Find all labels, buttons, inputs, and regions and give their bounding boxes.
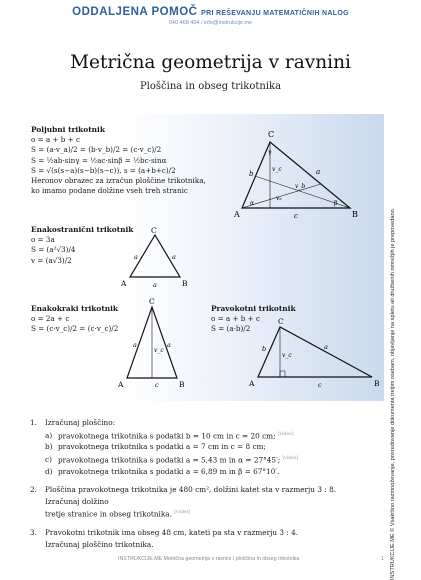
exercise-number: 1.	[30, 418, 37, 427]
subtask-letter: a)	[45, 430, 53, 440]
side-label: a	[167, 341, 171, 349]
vertex-b-label: B	[182, 279, 188, 288]
height-vc-label: v_c	[272, 166, 282, 173]
angle-alpha-label: α	[250, 200, 255, 207]
general-heading: Poljubni trikotnik	[31, 125, 105, 134]
subtask	[30, 453, 370, 466]
right-triangle-figure	[248, 315, 384, 395]
brand-subtitle: PRI REŠEVANJU MATEMATIČNIH NALOG	[201, 10, 349, 17]
exercise-text: Ploščina pravokotnega trikotnika je 480 cm², dolžini katet sta v razmerju 3 : 8. Izračunaj dolžino	[45, 485, 337, 506]
page-subtitle: Ploščina in obseg trikotnika	[139, 81, 282, 92]
contact-info: 040 468 404 / info@instrukcije.me	[168, 20, 253, 26]
formula-line: o = a + b + c	[211, 314, 261, 324]
side-b-label: b	[249, 170, 254, 178]
page-number: 1	[381, 556, 384, 562]
formula-line: S = (a²√3)/4	[31, 245, 76, 255]
equilateral-figure	[118, 225, 198, 290]
side-c-label: c	[318, 381, 322, 389]
exercise-text-cont	[30, 507, 370, 520]
side-label: a	[172, 253, 176, 261]
subtask-letter: c)	[45, 455, 52, 465]
subtask-text: pravokotnega trikotnika s podatki b = 10 cm in c = 20 cm;	[58, 430, 276, 440]
exercise-number: 3.	[30, 528, 37, 538]
angle-gamma-label: γ	[268, 149, 272, 156]
formula-line: o = 2a + c	[31, 314, 70, 324]
vertex-c-label: C	[268, 130, 275, 139]
height-vb-label: v_b	[295, 183, 306, 190]
vertex-c-label: C	[149, 297, 155, 306]
video-link[interactable]: [video]	[282, 455, 299, 461]
formula-line: S = (c·v_c)/2 = (c·v_c)/2	[31, 324, 119, 334]
vertex-a-label: A	[249, 379, 255, 388]
formula-line: ko imamo podane dolžine vseh treh stranic	[31, 186, 188, 196]
height-label: v_c	[154, 347, 164, 354]
general-triangle-box	[31, 125, 231, 196]
brand-name: ODDALJENA POMOČ	[72, 6, 198, 18]
formula-line: S = √(s(s−a)(s−b)(s−c)), s = (a+b+c)/2	[31, 165, 176, 175]
subtask	[30, 441, 370, 453]
copyright-side-note: INSTRUKCIJE.ME © Vsakršno razmnoževanje, posredovanje dokumenta tretjim osebam, objavljanje na spletu ali družbenih omrežjih je prepovedano.	[390, 207, 396, 580]
side-a-label: a	[316, 168, 321, 176]
vertex-a-label: A	[118, 380, 124, 389]
subtask	[30, 429, 370, 442]
subtask-text: pravokotnega trikotnika s podatki a = 7 cm in c = 8 cm;	[58, 442, 266, 452]
formula-line: S = (a·b)/2	[211, 324, 251, 334]
exercise-item	[30, 417, 370, 477]
side-c-label: c	[294, 212, 298, 220]
exercise-item	[30, 527, 370, 550]
general-triangle-figure	[228, 125, 368, 222]
footer-text: INSTRUKCIJE.ME Metrična geometrija v ravnini / ploščina in obseg trikotnika	[118, 556, 300, 562]
vertex-b-label: B	[179, 380, 185, 389]
formula-line: o = a + b + c	[31, 135, 81, 145]
side-c-label: c	[155, 381, 159, 389]
subtask-letter: d)	[45, 466, 53, 476]
right-heading: Pravokotni trikotnik	[211, 304, 296, 313]
subtask-text: pravokotnega trikotnika s podatki a = 6,89 m in β = 67°10′.	[58, 466, 280, 476]
exercise-text: Pravokotni trikotnik ima obseg 48 cm, kateti pa sta v razmerju 3 : 4.	[45, 528, 299, 538]
formula-line: v = (a√3)/2	[31, 255, 72, 265]
header	[0, 6, 421, 26]
formula-line: S = (a·v_a)/2 = (b·v_b)/2 = (c·v_c)/2	[31, 145, 162, 155]
side-label: a	[153, 281, 157, 289]
exercise-text-line2: tretje stranice in obseg trikotnika.	[45, 509, 172, 519]
vertex-a-label: A	[234, 210, 240, 219]
vertex-a-label: A	[121, 279, 127, 288]
isosceles-heading: Enakokraki trikotnik	[31, 304, 119, 313]
formula-line: o = 3a	[31, 235, 55, 245]
height-va-label: vₐ	[276, 195, 282, 202]
video-link[interactable]: [video]	[174, 510, 191, 516]
subtask-text: pravokotnega trikotnika s podatki a = 5,43 m in α = 27°45′;	[58, 455, 281, 465]
brand	[0, 6, 421, 18]
subtask-letter: b)	[45, 442, 53, 452]
vertex-c-label: C	[151, 226, 157, 235]
angle-beta-label: β	[334, 200, 338, 207]
formula-line: S = ½ab·sinγ = ½ac·sinβ = ½bc·sinα	[31, 155, 167, 165]
side-label: a	[133, 341, 137, 349]
exercise-text: Izračunaj ploščino:	[45, 418, 116, 427]
side-a-label: a	[324, 343, 328, 351]
side-label: a	[134, 253, 138, 261]
video-link[interactable]: [video]	[277, 431, 294, 437]
height-label: v_c	[282, 352, 292, 359]
vertex-b-label: B	[374, 379, 380, 388]
subtask	[30, 466, 370, 478]
side-b-label: b	[262, 345, 267, 353]
vertex-c-label: C	[278, 317, 284, 326]
exercise-number: 2.	[30, 485, 37, 495]
page-title: Metrična geometrija v ravnini	[70, 52, 351, 73]
exercise-item	[30, 484, 370, 520]
equilateral-heading: Enakostranični trikotnik	[31, 225, 134, 234]
formula-line: Heronov obrazec za izračun ploščine trikotnika,	[31, 176, 206, 186]
isosceles-figure	[115, 295, 195, 395]
exercise-text-line2: Izračunaj ploščino trikotnika.	[45, 539, 154, 549]
exercise-list	[30, 417, 370, 550]
vertex-b-label: B	[352, 210, 358, 219]
